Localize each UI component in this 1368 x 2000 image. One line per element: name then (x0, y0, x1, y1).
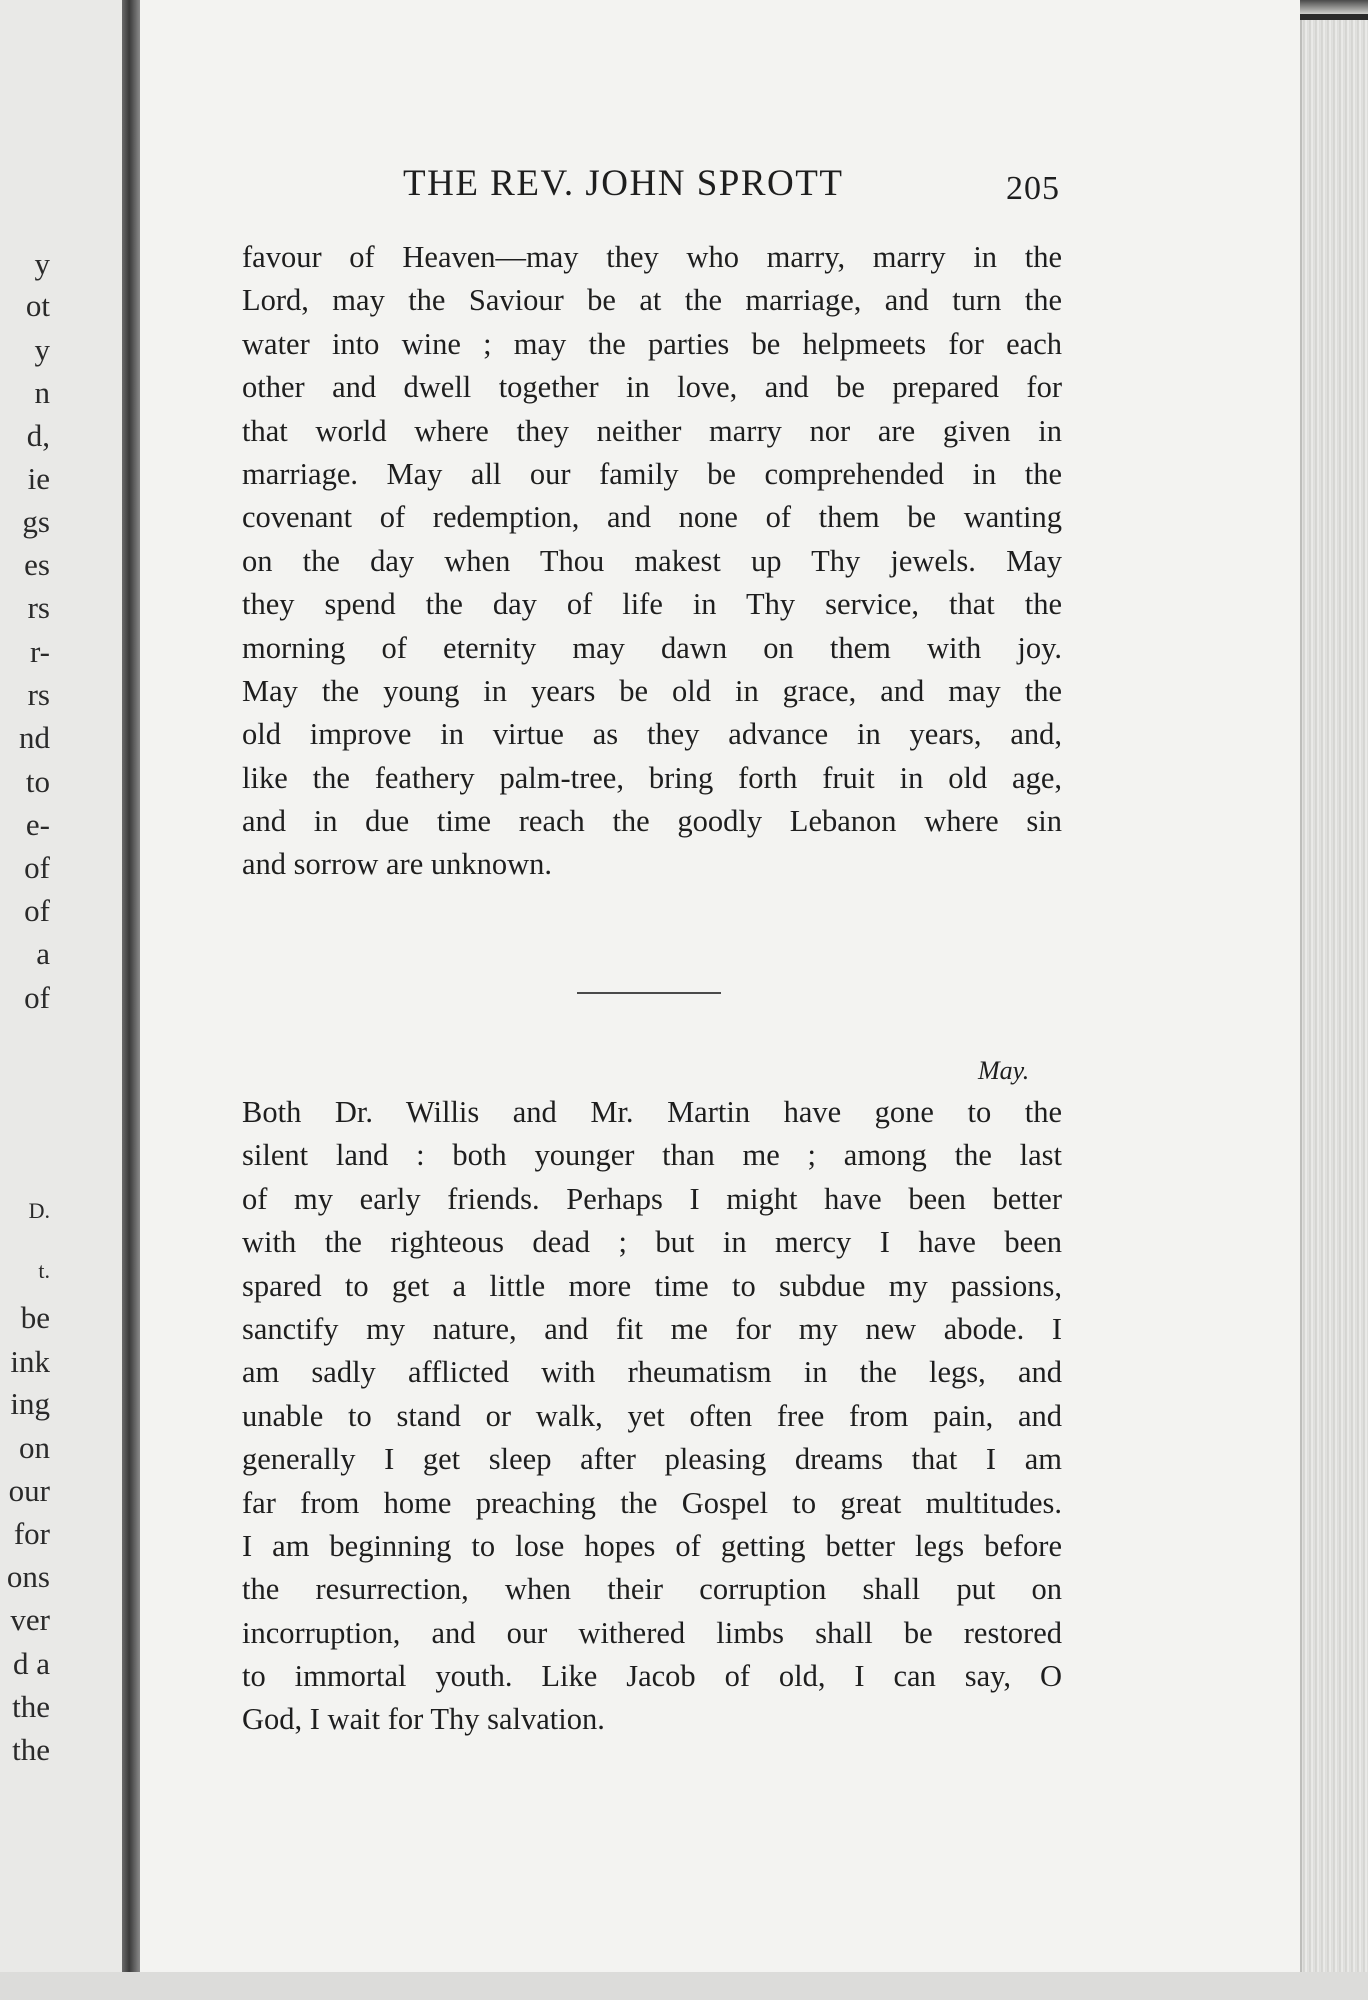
text-line: and in due time reach the goodly Lebanon where sin (242, 804, 1062, 839)
previous-page-fragment: a (36, 936, 50, 971)
previous-page-fragment: r- (29, 634, 50, 669)
text-line: morning of eternity may dawn on them with joy. (242, 630, 1062, 665)
previous-page-fragment: d, (26, 418, 50, 453)
previous-page-fragment: of (24, 980, 50, 1015)
text-line: May the young in years be old in grace, and may the (242, 673, 1062, 708)
text-line: God, I wait for Thy salvation. (242, 1702, 605, 1737)
text-line: with the righteous dead ; but in mercy I have been (242, 1225, 1062, 1260)
text-line: old improve in virtue as they advance in years, and, (242, 717, 1062, 752)
text-line: covenant of redemption, and none of them be wanting (242, 500, 1062, 535)
text-line: sanctify my nature, and fit me for my new abode. I (242, 1311, 1062, 1346)
previous-page-fragment: ot (25, 288, 50, 323)
previous-page-fragment: d a (12, 1646, 50, 1681)
book-gutter (122, 0, 140, 2000)
previous-page-fragment: es (24, 547, 50, 582)
text-line: generally I get sleep after pleasing dreams that I am (242, 1442, 1062, 1477)
text-line: am sadly afflicted with rheumatism in the legs, and (242, 1355, 1062, 1390)
page-bottom-margin (0, 1972, 1368, 2000)
text-line: Lord, may the Saviour be at the marriage, and turn the (242, 283, 1062, 318)
previous-page-fragment: be (20, 1300, 50, 1335)
text-line: silent land : both younger than me ; among the last (242, 1138, 1062, 1173)
previous-page-fragment: of (24, 893, 50, 928)
text-line: I am beginning to lose hopes of getting better legs before (242, 1528, 1062, 1563)
text-line: on the day when Thou makest up Thy jewels. May (242, 543, 1062, 578)
text-line: that world where they neither marry nor are given in (242, 413, 1062, 448)
text-line: the resurrection, when their corruption shall put on (242, 1572, 1062, 1607)
previous-page-fragment: y (34, 246, 50, 281)
previous-page-fragment: y (34, 332, 50, 367)
running-head: THE REV. JOHN SPROTT (403, 163, 844, 204)
paragraph-prayer (242, 236, 1062, 887)
paragraph-letter (242, 1091, 1062, 1742)
page-number: 205 (1006, 170, 1060, 207)
previous-page-fragment: to (25, 764, 50, 799)
previous-page-fragment: D. (28, 1198, 50, 1223)
previous-page-edge (0, 0, 128, 2000)
text-line: other and dwell together in love, and be prepared for (242, 370, 1062, 405)
previous-page-fragment: for (13, 1516, 50, 1551)
previous-page-fragment: on (19, 1430, 50, 1465)
text-line: to immortal youth. Like Jacob of old, I can say, O (242, 1659, 1062, 1694)
text-line: like the feathery palm-tree, bring forth fruit in old age, (242, 760, 1062, 795)
previous-page-fragment: the (12, 1732, 50, 1767)
text-line: far from home preaching the Gospel to great multitudes. (242, 1485, 1062, 1520)
text-line: Both Dr. Willis and Mr. Martin have gone to the (242, 1095, 1062, 1129)
previous-page-fragment: rs (27, 590, 50, 625)
text-line: spared to get a little more time to subdue my passions, (242, 1268, 1062, 1303)
previous-page-fragment: of (24, 850, 50, 885)
section-divider (577, 992, 721, 994)
previous-page-fragment: our (8, 1473, 50, 1508)
text-line: they spend the day of life in Thy service, that the (242, 587, 1062, 622)
text-line: of my early friends. Perhaps I might have been better (242, 1181, 1062, 1216)
entry-date: May. (978, 1056, 1030, 1085)
text-line: incorruption, and our withered limbs shall be restored (242, 1615, 1062, 1650)
previous-page-fragment: t. (38, 1258, 50, 1283)
previous-page-fragment: gs (22, 504, 50, 539)
previous-page-text-fragments (0, 0, 128, 2000)
text-line: marriage. May all our family be comprehended in the (242, 456, 1062, 491)
previous-page-fragment: the (12, 1689, 50, 1724)
previous-page-fragment: rs (27, 677, 50, 712)
previous-page-fragment: ons (6, 1559, 50, 1594)
page-fore-edge (1300, 20, 1368, 1972)
text-line: favour of Heaven—may they who marry, marry in the (242, 240, 1062, 274)
text-line: and sorrow are unknown. (242, 847, 553, 882)
previous-page-fragment: ie (27, 461, 50, 496)
previous-page-fragment: nd (19, 720, 50, 755)
previous-page-fragment: e- (25, 807, 50, 842)
text-line: water into wine ; may the parties be helpmeets for each (242, 326, 1062, 361)
previous-page-fragment: ing (10, 1386, 50, 1421)
previous-page-fragment: ver (10, 1602, 50, 1637)
text-line: unable to stand or walk, yet often free from pain, and (242, 1398, 1062, 1433)
previous-page-fragment: n (34, 375, 50, 410)
previous-page-fragment: ink (10, 1344, 50, 1379)
